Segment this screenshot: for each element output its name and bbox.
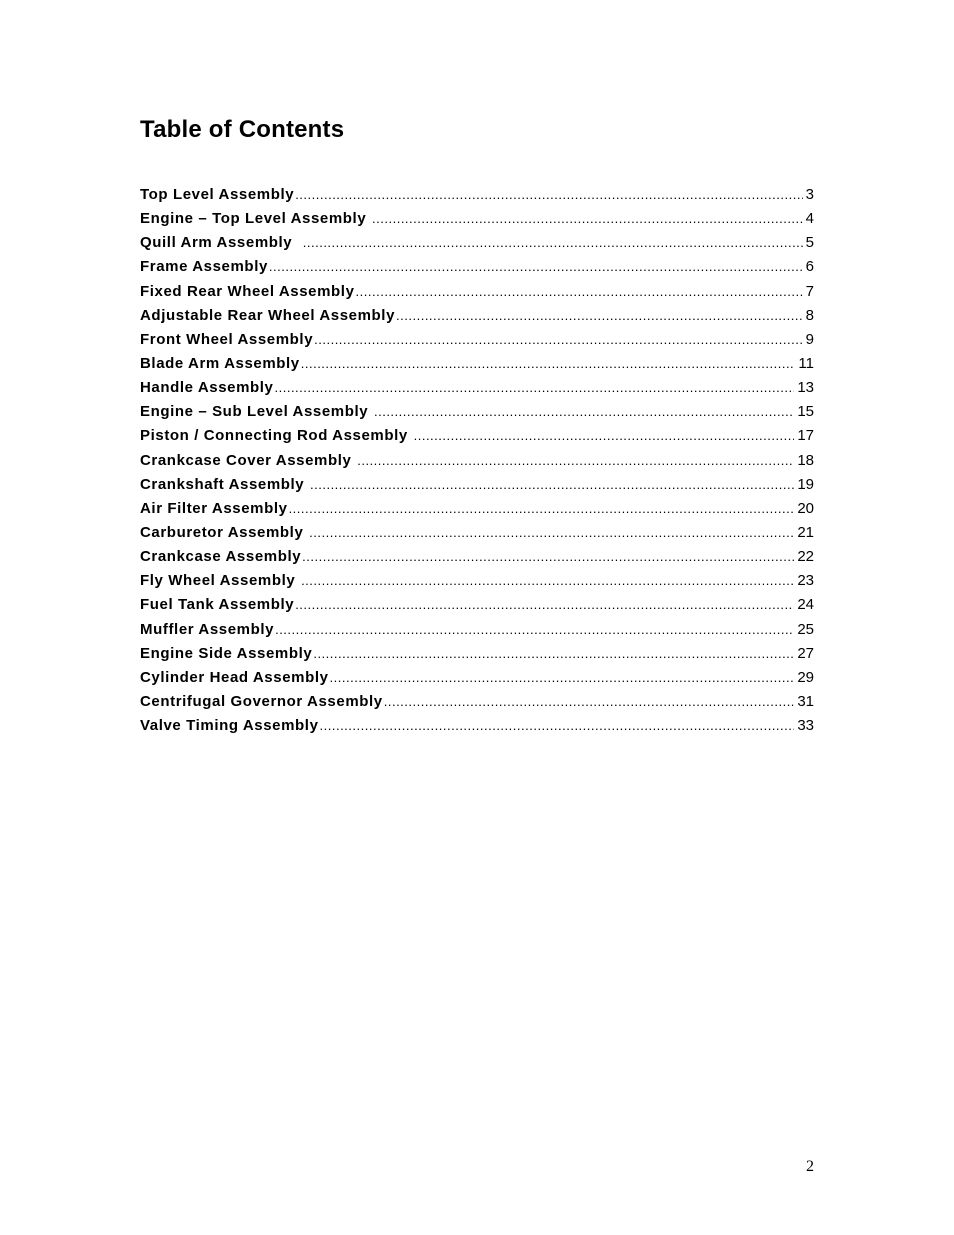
toc-entry-page: 13	[797, 379, 814, 397]
toc-entry[interactable]	[140, 255, 814, 279]
toc-entry-page: 22	[797, 548, 814, 566]
dot-leader	[295, 183, 802, 207]
toc-entry[interactable]	[140, 424, 814, 448]
toc-entry[interactable]	[140, 231, 814, 255]
dot-leader	[269, 255, 803, 279]
toc-entry-title: Engine – Sub Level Assembly	[140, 403, 373, 421]
dot-leader	[289, 497, 795, 521]
toc-entry-page: 29	[797, 668, 814, 686]
dot-leader	[374, 400, 794, 424]
toc-entry[interactable]	[140, 666, 814, 690]
dot-leader	[414, 424, 795, 448]
toc-entry-title: Crankcase Cover Assembly	[140, 451, 357, 469]
toc-entry-title: Frame Assembly	[140, 258, 268, 276]
toc-entry-title: Valve Timing Assembly	[140, 717, 319, 735]
toc-entry-page: 33	[797, 717, 814, 735]
dot-leader	[330, 666, 795, 690]
toc-entry[interactable]	[140, 376, 814, 400]
toc-entry[interactable]	[140, 714, 814, 738]
toc-entry-page: 19	[797, 475, 814, 493]
toc-entry-title: Top Level Assembly	[140, 186, 295, 203]
toc-entry[interactable]	[140, 449, 814, 473]
page-title: Table of Contents	[140, 116, 345, 143]
dot-leader	[275, 376, 795, 400]
toc-entry-page: 4	[805, 210, 814, 228]
toc-entry[interactable]	[140, 642, 814, 666]
dot-leader	[372, 207, 803, 231]
toc-entry-title: Air Filter Assembly	[140, 499, 288, 517]
toc-entry-page: 17	[797, 427, 814, 445]
toc-entry-title: Fuel Tank Assembly	[140, 596, 295, 614]
toc-entry-title: Muffler Assembly	[140, 620, 275, 638]
toc-entry-page: 5	[805, 234, 814, 252]
toc-entry-page: 15	[797, 403, 814, 421]
toc-entry-title: Carburetor Assembly	[140, 523, 309, 541]
toc-entry[interactable]	[140, 521, 814, 545]
dot-leader	[275, 618, 794, 642]
toc-entry[interactable]	[140, 473, 814, 497]
toc-entry-page: 3	[805, 186, 814, 203]
toc-entry-page: 6	[805, 258, 814, 276]
toc-entry[interactable]	[140, 304, 814, 328]
toc-entry-title: Crankcase Assembly	[140, 548, 302, 566]
dot-leader	[313, 642, 794, 666]
toc-entry[interactable]	[140, 183, 814, 207]
toc-entry-page: 18	[797, 451, 814, 469]
toc-entry-title: Piston / Connecting Rod Assembly	[140, 427, 413, 445]
toc-entry-title: Blade Arm Assembly	[140, 354, 300, 372]
dot-leader	[320, 714, 795, 738]
toc-entry-page: 7	[805, 282, 814, 300]
footer-page-number: 2	[806, 1158, 814, 1175]
dot-leader	[357, 449, 794, 473]
table-of-contents	[140, 183, 814, 738]
toc-entry-page: 23	[797, 572, 814, 590]
dot-leader	[303, 231, 803, 255]
dot-leader	[356, 280, 803, 304]
toc-entry-title: Front Wheel Assembly	[140, 330, 314, 348]
dot-leader	[314, 328, 803, 352]
toc-entry-page: 21	[797, 523, 814, 541]
toc-entry-page: 9	[805, 330, 814, 348]
dot-leader	[310, 473, 794, 497]
dot-leader	[295, 593, 794, 617]
dot-leader	[309, 521, 794, 545]
dot-leader	[301, 569, 794, 593]
toc-entry-title: Quill Arm Assembly	[140, 234, 302, 252]
toc-entry-title: Engine Side Assembly	[140, 644, 313, 662]
toc-entry-page: 8	[805, 306, 814, 324]
toc-entry[interactable]	[140, 497, 814, 521]
toc-entry-title: Fixed Rear Wheel Assembly	[140, 282, 355, 300]
toc-entry[interactable]	[140, 618, 814, 642]
toc-entry-page: 27	[797, 644, 814, 662]
toc-entry[interactable]	[140, 280, 814, 304]
dot-leader	[384, 690, 795, 714]
toc-entry-title: Crankshaft Assembly	[140, 475, 310, 493]
toc-entry-page: 25	[797, 620, 814, 638]
toc-entry[interactable]	[140, 593, 814, 617]
toc-entry-page: 31	[797, 692, 814, 710]
toc-entry[interactable]	[140, 400, 814, 424]
toc-entry[interactable]	[140, 545, 814, 569]
toc-entry-title: Centrifugal Governor Assembly	[140, 692, 383, 710]
toc-entry-title: Handle Assembly	[140, 379, 274, 397]
toc-entry-page: 11	[798, 354, 814, 372]
toc-entry-page: 24	[797, 596, 814, 614]
toc-entry-title: Engine – Top Level Assembly	[140, 210, 372, 228]
toc-entry-page: 20	[797, 499, 814, 517]
toc-entry[interactable]	[140, 207, 814, 231]
toc-entry-title: Fly Wheel Assembly	[140, 572, 301, 590]
dot-leader	[396, 304, 803, 328]
dot-leader	[301, 352, 796, 376]
dot-leader	[302, 545, 794, 569]
toc-entry-title: Adjustable Rear Wheel Assembly	[140, 306, 396, 324]
toc-entry[interactable]	[140, 569, 814, 593]
toc-entry-title: Cylinder Head Assembly	[140, 668, 329, 686]
toc-entry[interactable]	[140, 328, 814, 352]
toc-entry[interactable]	[140, 690, 814, 714]
toc-entry[interactable]	[140, 352, 814, 376]
